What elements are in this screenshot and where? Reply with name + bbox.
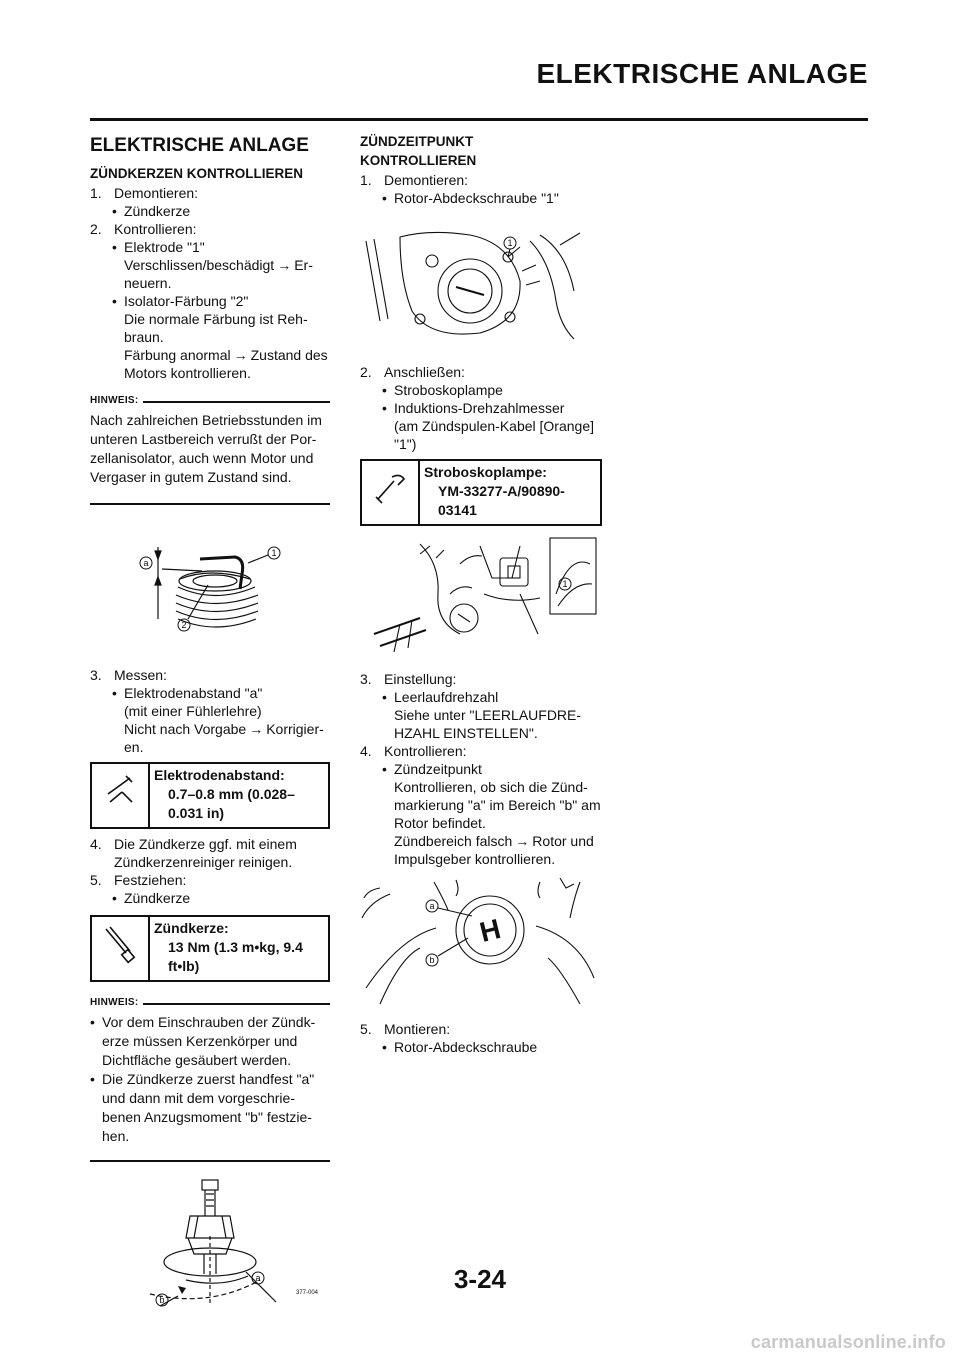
spec-value: YM-33277-A/90890- <box>438 483 565 499</box>
text-line: neuern. <box>124 275 172 291</box>
text-line: Rotor befindet. <box>394 815 486 831</box>
step-text: Die Zündkerze ggf. mit einem <box>114 836 297 852</box>
text-line <box>90 346 330 364</box>
spark-plug-electrode-figure <box>90 519 330 654</box>
bullet-dot: • <box>112 239 117 255</box>
text-line: Motors kontrollieren. <box>124 365 251 381</box>
label-1: 1 <box>507 238 513 248</box>
text-line: Kontrollieren, ob sich die Zünd- <box>394 779 588 795</box>
text: Nicht nach Vorgabe <box>124 721 247 737</box>
bullet-item <box>90 889 330 907</box>
timing-mark-figure <box>360 878 600 1008</box>
note-box <box>90 392 330 505</box>
timing-light-connection-figure <box>360 534 600 654</box>
sub-title-ignition-timing: ZÜNDZEITPUNKT <box>360 134 474 149</box>
special-tool-icon <box>362 461 420 524</box>
spec-box-electrode-gap <box>90 762 330 829</box>
feeler-gauge-icon <box>92 764 150 827</box>
bullet-text: Elektrodenabstand "a" <box>124 685 263 701</box>
step-number: 2. <box>90 221 102 237</box>
bullet-item <box>90 238 330 256</box>
step-number: 4. <box>360 743 372 759</box>
header-rule <box>90 118 868 121</box>
text-line: hen. <box>102 1128 130 1144</box>
step-number: 1. <box>360 172 372 188</box>
note-text <box>90 1013 330 1162</box>
step-text: Montieren: <box>384 1021 451 1037</box>
step-number: 5. <box>360 1021 372 1037</box>
step-number: 3. <box>90 667 102 683</box>
spec-title: Stroboskoplampe: <box>424 464 547 480</box>
note-bullet <box>90 1070 330 1089</box>
spec-body <box>420 461 600 524</box>
step-number: 3. <box>360 671 372 687</box>
step-text: Anschließen: <box>384 364 465 380</box>
step-2 <box>360 363 602 381</box>
text: Die Zündkerze zuerst handfest "a" <box>102 1071 315 1087</box>
note-box <box>90 994 330 1162</box>
note-heading <box>90 392 330 410</box>
note-heading <box>90 994 330 1012</box>
text-line: und dann mit dem vorgeschrie- <box>102 1090 295 1106</box>
text-line <box>90 720 330 738</box>
bullet-item <box>360 688 602 706</box>
rotor-cover-figure <box>360 221 600 351</box>
label-1: 1 <box>271 548 277 558</box>
bullet-dot: • <box>382 1039 387 1055</box>
step-1 <box>360 171 602 189</box>
text-line: HZAHL EINSTELLEN". <box>394 725 538 741</box>
step-text: Messen: <box>114 667 167 683</box>
bullet-text: Zündkerze <box>124 203 191 219</box>
label-a: a <box>255 1273 261 1283</box>
bullet-dot: • <box>382 382 387 398</box>
bullet-text: Zündzeitpunkt <box>394 761 482 777</box>
label-2: 2 <box>181 620 187 630</box>
step-5 <box>360 1020 602 1038</box>
step-text: Einstellung: <box>384 671 457 687</box>
label-b: b <box>429 955 435 965</box>
spec-value: 0.031 in) <box>168 805 225 821</box>
text-line: Impulsgeber kontrollieren. <box>394 851 556 867</box>
text-line: unteren Lastbereich verrußt der Por- <box>90 431 317 447</box>
bullet-text: Stroboskoplampe <box>394 382 503 398</box>
text-line: Die normale Färbung ist Reh- <box>124 311 308 327</box>
spec-title: Elektrodenabstand: <box>154 767 285 783</box>
spec-value: 03141 <box>438 502 477 518</box>
bullet-item <box>360 760 602 778</box>
spec-value: 0.7–0.8 mm (0.028– <box>168 786 295 802</box>
spec-value: ft•lb) <box>168 958 200 974</box>
spec-value: 13 Nm (1.3 m•kg, 9.4 <box>168 939 303 955</box>
step-text: Demontieren: <box>114 185 199 201</box>
bullet-item <box>360 399 602 417</box>
arrow-icon: → <box>233 347 248 363</box>
section-title: ELEKTRISCHE ANLAGE <box>90 135 309 156</box>
text-line <box>90 256 330 274</box>
sub-title-ignition-timing-l2: KONTROLLIEREN <box>360 153 477 168</box>
bullet-item <box>360 1038 602 1056</box>
bullet-dot: • <box>112 203 117 219</box>
label-1: 1 <box>562 579 568 589</box>
torque-wrench-icon <box>92 917 150 980</box>
bullet-item <box>90 684 330 702</box>
step-text: Demontieren: <box>384 172 469 188</box>
note-text <box>90 411 330 505</box>
spec-body <box>150 917 328 980</box>
note-rule <box>143 1003 330 1005</box>
text-line: braun. <box>124 329 164 345</box>
arrow-icon: → <box>277 257 292 273</box>
figure-code: 377-004 <box>296 1290 319 1296</box>
bullet-text: Elektrode "1" <box>124 239 205 255</box>
step-number: 4. <box>90 836 102 852</box>
spark-plug-tightening-figure <box>90 1176 330 1316</box>
bullet-text: Leerlaufdrehzahl <box>394 689 499 705</box>
note-label: HINWEIS: <box>90 997 139 1008</box>
text: Vor dem Einschrauben der Zündk- <box>102 1014 316 1030</box>
label-a: a <box>143 558 149 568</box>
step-1 <box>90 184 330 202</box>
bullet-dot: • <box>112 890 117 906</box>
text-line: (mit einer Fühlerlehre) <box>124 703 262 719</box>
spec-title: Zündkerze: <box>154 920 229 936</box>
bullet-item <box>360 189 602 207</box>
bullet-text: Rotor-Abdeckschraube "1" <box>394 190 559 206</box>
step-text: Kontrollieren: <box>384 743 467 759</box>
text: Zustand des <box>250 347 328 363</box>
page-header-title: ELEKTRISCHE ANLAGE <box>536 58 868 89</box>
step-4 <box>90 835 330 853</box>
arrow-icon: → <box>249 721 264 737</box>
bullet-text: Rotor-Abdeckschraube <box>394 1039 538 1055</box>
spec-box-spark-plug-torque <box>90 915 330 982</box>
text-line: Vergaser in gutem Zustand sind. <box>90 469 292 485</box>
step-text: Festziehen: <box>114 872 187 888</box>
step-number: 5. <box>90 872 102 888</box>
step-number: 2. <box>360 364 372 380</box>
text: Verschlissen/beschädigt <box>124 257 275 273</box>
page-number: 3-24 <box>453 1264 507 1294</box>
arrow-icon: → <box>515 833 530 849</box>
text-line: (am Zündspulen-Kabel [Orange] <box>394 418 594 434</box>
bullet-text: Induktions-Drehzahlmesser <box>394 400 565 416</box>
left-column <box>90 133 330 1316</box>
text-line: Siehe unter "LEERLAUFDRE- <box>394 707 582 723</box>
step-number: 1. <box>90 185 102 201</box>
bullet-text: Isolator-Färbung "2" <box>124 293 249 309</box>
label-b: b <box>159 1295 165 1305</box>
text-line: "1") <box>394 436 417 452</box>
bullet-text: Zündkerze <box>124 890 191 906</box>
bullet-item <box>90 202 330 220</box>
text-line: Dichtfläche gesäubert werden. <box>102 1052 292 1068</box>
bullet-dot: • <box>112 293 117 309</box>
bullet-dot: • <box>382 689 387 705</box>
step-3 <box>90 666 330 684</box>
text: Rotor und <box>532 833 594 849</box>
text-line: zellanisolator, auch wenn Motor und <box>90 450 314 466</box>
bullet-item <box>360 381 602 399</box>
text-line <box>360 832 602 850</box>
bullet-dot: • <box>382 761 387 777</box>
text-line: erze müssen Kerzenkörper und <box>102 1033 298 1049</box>
note-label: HINWEIS: <box>90 395 139 406</box>
text-line: en. <box>124 739 144 755</box>
text: Korrigier- <box>266 721 324 737</box>
label-a: a <box>429 901 435 911</box>
text: Er- <box>294 257 313 273</box>
bullet-dot: • <box>382 400 387 416</box>
text-line: Nach zahlreichen Betriebsstunden im <box>90 412 322 428</box>
sub-title-spark-plug: ZÜNDKERZEN KONTROLLIEREN <box>90 166 303 181</box>
watermark: carmanualsonline.info <box>750 1332 946 1352</box>
step-2 <box>90 220 330 238</box>
text-line: markierung "a" im Bereich "b" am <box>394 797 601 813</box>
step-4 <box>360 742 602 760</box>
step-4-cont: Zündkerzenreiniger reinigen. <box>114 854 293 870</box>
text: Zündbereich falsch <box>394 833 513 849</box>
text: Färbung anormal <box>124 347 231 363</box>
bullet-dot: • <box>112 685 117 701</box>
note-rule <box>143 401 330 403</box>
note-bullet <box>90 1013 330 1032</box>
step-3 <box>360 670 602 688</box>
right-column <box>360 133 602 1056</box>
timing-mark-h: H <box>476 912 504 948</box>
step-5 <box>90 871 330 889</box>
text-line: benen Anzugsmoment "b" festzie- <box>102 1109 312 1125</box>
bullet-dot: • <box>90 1071 95 1087</box>
spec-body <box>150 764 328 827</box>
bullet-item <box>90 292 330 310</box>
bullet-dot: • <box>382 190 387 206</box>
bullet-dot: • <box>90 1014 95 1030</box>
step-text: Kontrollieren: <box>114 221 197 237</box>
spec-box-timing-light <box>360 459 602 526</box>
